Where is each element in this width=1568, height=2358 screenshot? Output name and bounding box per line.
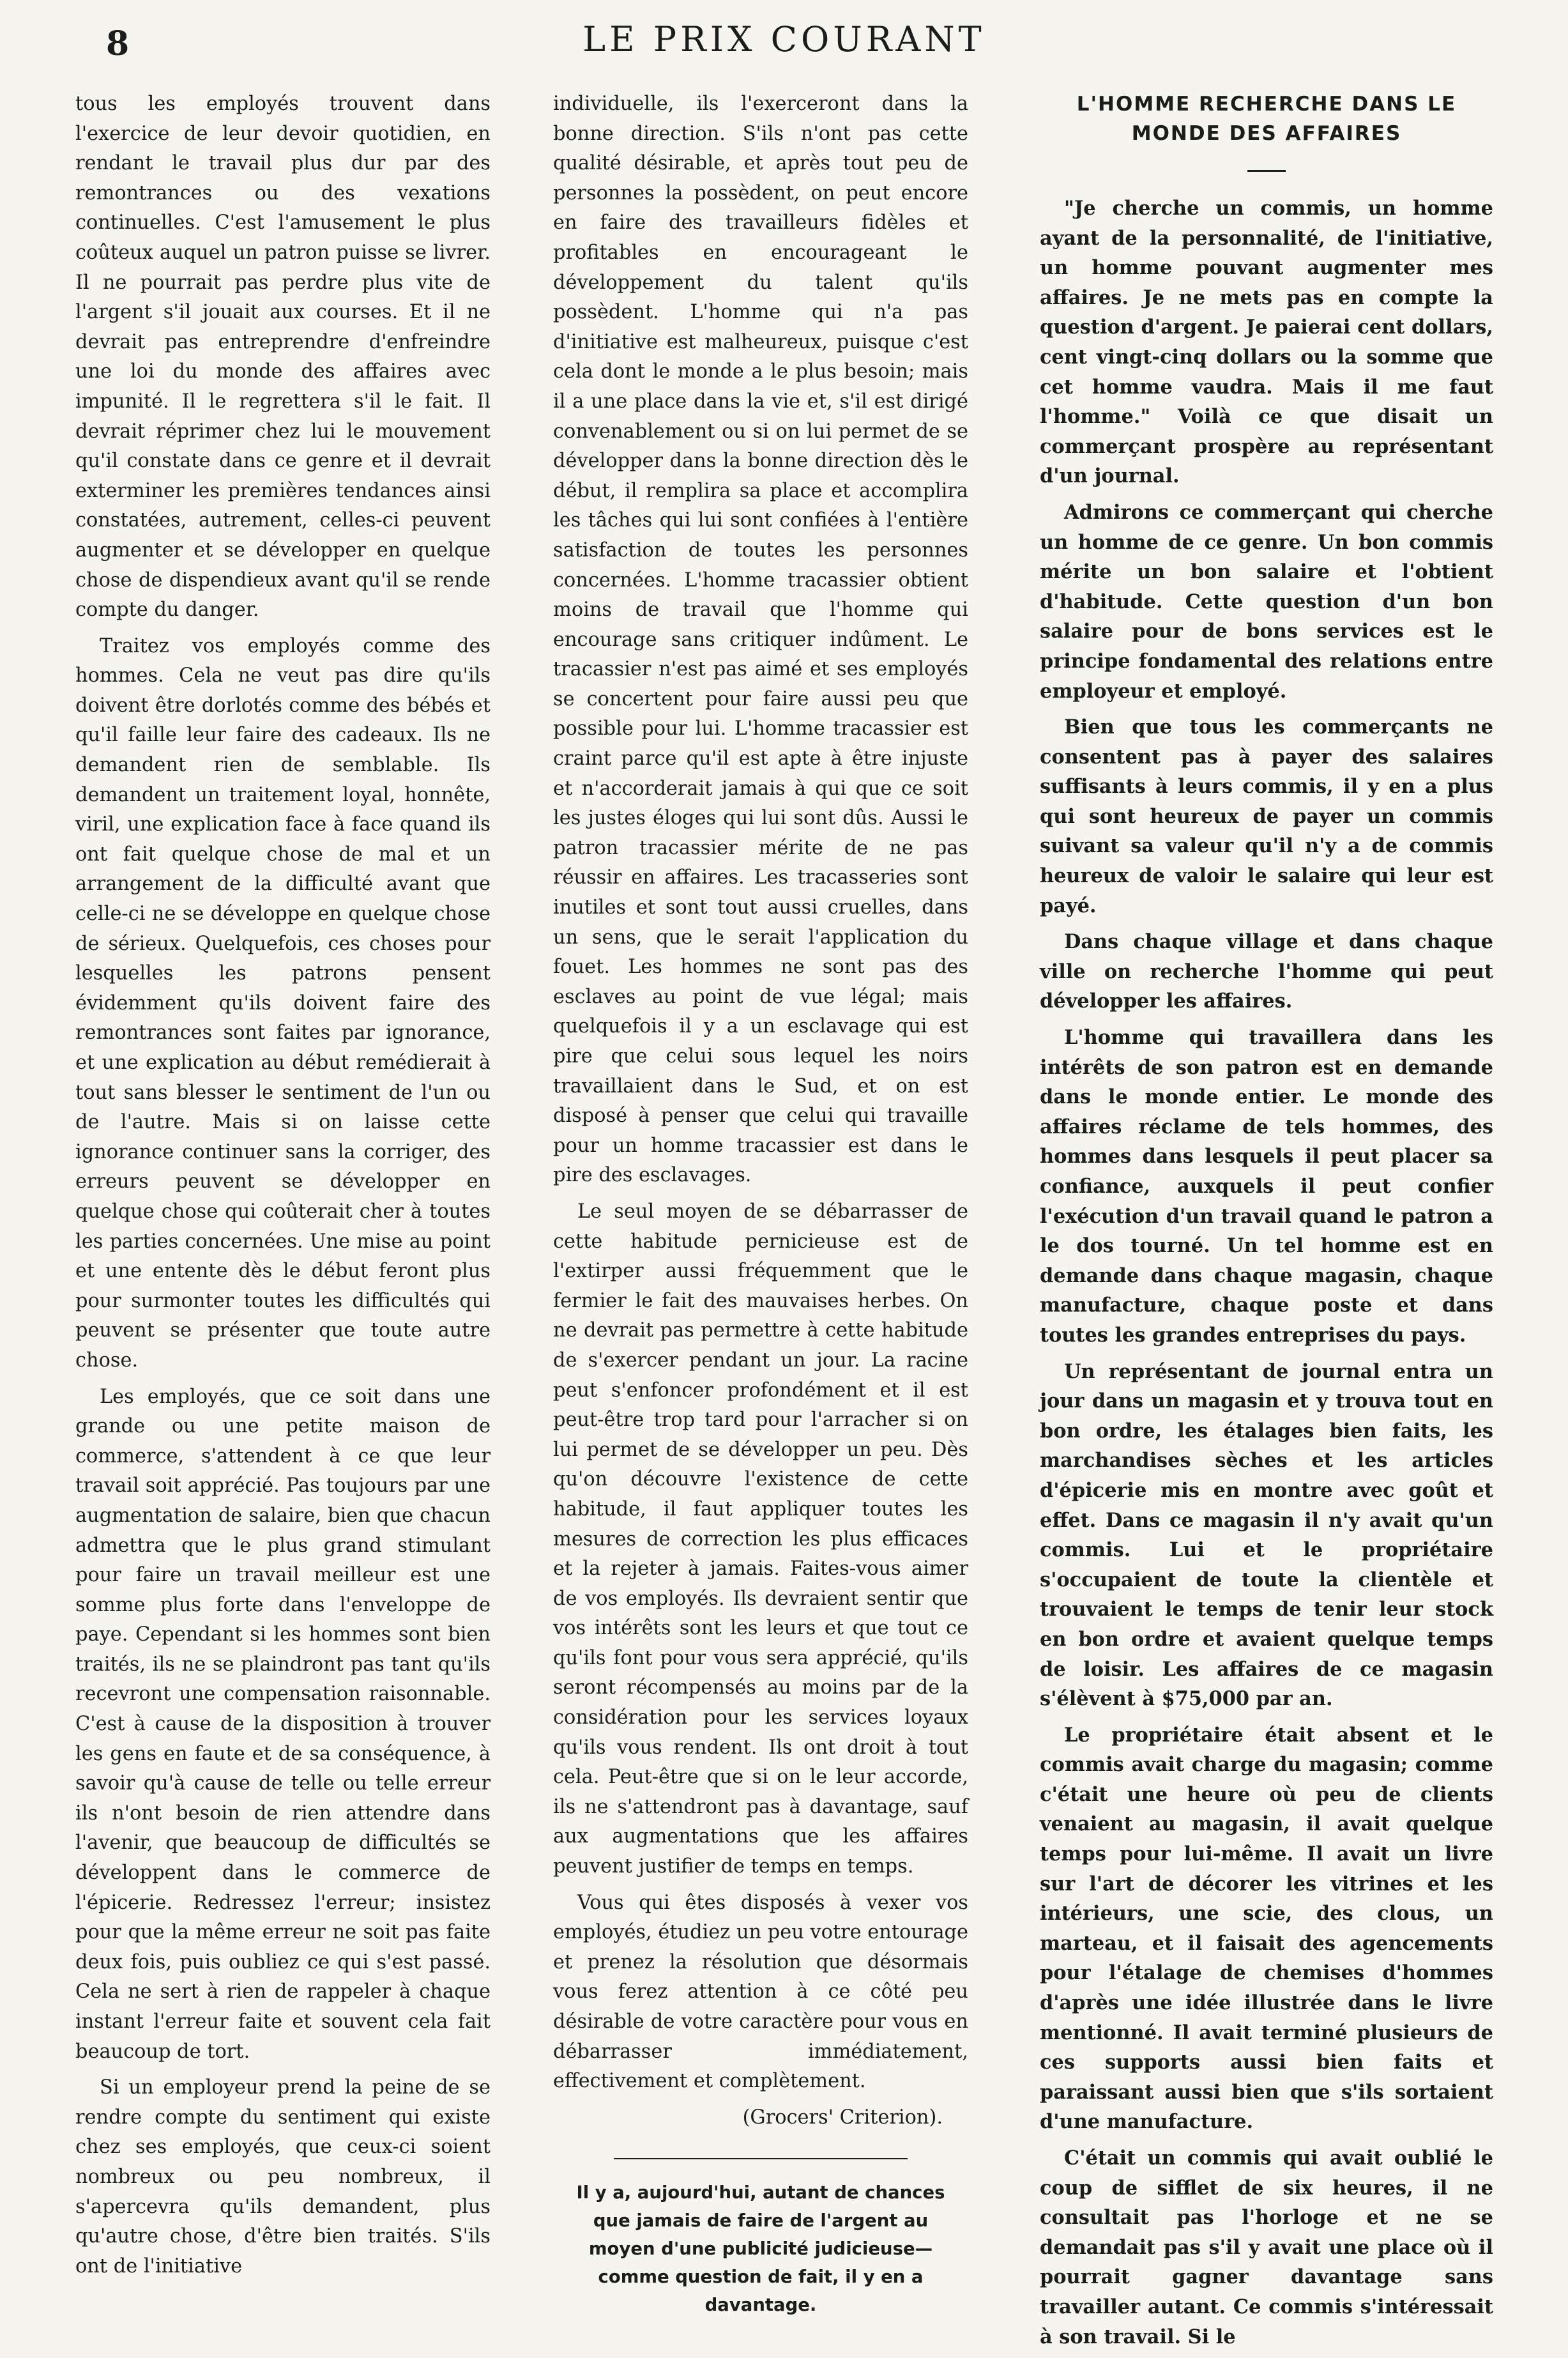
paragraph: Admirons ce commerçant qui cherche un homme de ce genre. Un bon commis mérite un bon salaire et l'obtient d'habitude. Cette question d'un bon salaire pour de bons services est le principe fondamental des relations entre employeur et employé. — [1040, 500, 1493, 703]
divider — [614, 2158, 908, 2159]
boxed-note: Il y a, aujourd'hui, autant de chances que jamais de faire de l'argent au moyen d'une publicité judicieuse—comme question de fait, il y en a davantage. — [576, 2182, 945, 2316]
paragraph: tous les employés trouvent dans l'exercice de leur devoir quotidien, en rendant le travail plus dur par des remontrances ou des vexations continuelles. C'est l'amusement le plus coûteux auquel un patron puisse se livrer. Il ne pourrait pas perdre plus vite de l'argent s'il jouait aux courses. Et il ne devrait pas entreprendre d'enfreindre une loi du monde des affaires avec impunité. Il le regrettera s'il le fait. Il devrait réprimer chez lui le mouvement qu'il constate dans ce genre et il devrait exterminer les premières tendances ainsi constatées, autrement, celles-ci peuvent augmenter et se développer en quelque chose de dispendieux avant qu'il se rende compte du danger. — [75, 93, 491, 622]
paragraph: Un représentant de journal entra un jour dans un magasin et y trouva tout en bon ordre, les étalages bien faits, les marchandises sèches et les articles d'épicerie mis en montre avec goût et effet. Dans ce magasin il n'y avait qu'un commis. Lui et le propriétaire s'occupaient de toute la clientèle et trouvaient le temps de tenir leur stock en bon ordre et avaient quelque temps de loisir. Les affaires de ce magasin s'élèvent à $75,000 par an. — [1040, 1359, 1493, 1711]
running-head: LE PRIX COURANT — [582, 19, 986, 59]
paragraph: L'homme qui travaillera dans les intérêts de son patron est en demande dans le monde entier. Le monde des affaires réclame de tels hommes, des hommes dans lesquels il peut placer sa confiance, auxquels il peut confier l'exécution d'un travail quand le patron a le dos tourné. Un tel homme est en demande dans chaque magasin, chaque manufacture, chaque poste et dans toutes les grandes entreprises du pays. — [1040, 1026, 1493, 1347]
paragraph: Vous qui êtes disposés à vexer vos employés, étudiez un peu votre entourage et prenez la résolution que désormais vous ferez attention à ce côté peu désirable de votre caractère pour vous en débarrasser immédiatement, effectivement et complètement. — [553, 1891, 969, 2093]
column-2 — [553, 89, 968, 2325]
column-3 — [1040, 89, 1493, 2358]
paragraph: individuelle, ils l'exerceront dans la bonne direction. S'ils n'ont pas cette qualité désirable, et après tout peu de personnes la possèdent, on peut encore en faire des travailleurs fidèles et profitables en encourageant le développement du talent qu'ils possèdent. L'homme qui n'a pas d'initiative est malheureux, puisque c'est cela dont le monde a le plus besoin; mais il a une place dans la vie et, s'il est dirigé convenablement ou si on lui permet de se développer dans la bonne direction dès le début, il remplira sa place et accomplira les tâches qui lui sont confiées à l'entière satisfaction de toutes les personnes concernées. L'homme tracassier obtient moins de travail que l'homme qui encourage sans critiquer indûment. Le tracassier n'est pas aimé et ses employés se concertent pour faire aussi peu que possible pour lui. L'homme tracassier est craint parce qu'il est apte à être injuste et n'accorderait jamais à qui que ce soit les justes éloges qui lui sont dûs. Aussi le patron tracassier mérite de ne pas réussir en affaires. Les tracasseries sont inutiles et sont tout aussi cruelles, dans un sens, que le serait l'application du fouet. Les hommes ne sont pas des esclaves au point de vue légal; mais quelquefois il y a un esclavage qui est pire que celui sous lequel les noirs travaillaient dans le Sud, et on est disposé à penser que celui qui travaille pour un homme tracassier est dans le pire des esclavages. — [553, 93, 968, 1187]
title-rule — [1247, 170, 1286, 172]
paragraph: Si un employeur prend la peine de se rendre compte du sentiment qui existe chez ses employés, que ceux-ci soient nombreux ou peu nombreux, il s'apercevra qu'ils demandent, plus qu'autre chose, d'être bien traités. S'ils ont de l'initiative — [75, 2076, 491, 2278]
paragraph: "Je cherche un commis, un homme ayant de la personnalité, de l'initiative, un homme pouvant augmenter mes affaires. Je ne mets pas en compte la question d'argent. Je paierai cent dollars, cent vingt-cinq dollars ou la somme que cet homme vaudra. Mais il me faut l'homme." Voilà ce que disait un commerçant prospère au représentant d'un journal. — [1040, 197, 1493, 488]
paragraph: Dans chaque village et dans chaque ville on recherche l'homme qui peut développer les affaires. — [1040, 930, 1493, 1013]
paragraph: Le seul moyen de se débarrasser de cette habitude pernicieuse est de l'extirper aussi fréquemment que le fermier le fait des mauvaises herbes. On ne devrait pas permettre à cette habitude de s'exercer pendant un jour. La racine peut s'enfoncer profondément et il est peut-être trop tard pour l'arracher si on lui permet de se développer un peu. Dès qu'on découvre l'existence de cette habitude, il faut appliquer toutes les mesures de correction les plus efficaces et la rejeter à jamais. Faites-vous aimer de vos employés. Ils devraient sentir que vos intérêts sont les leurs et que tout ce qu'ils font pour vous sera apprécié, qu'ils seront récompensés au moins par de la considération pour les services loyaux qu'ils vous rendent. Ils ont droit à tout cela. Peut-être que si on le leur accorde, ils ne s'attendront pas à davantage, sauf aux augmentations que les affaires peuvent justifier de temps en temps. — [553, 1200, 968, 1878]
page-number: 8 — [106, 24, 130, 63]
paragraph: Les employés, que ce soit dans une grande ou une petite maison de commerce, s'attendent à ce que leur travail soit apprécié. Pas toujours par une augmentation de salaire, bien que chacun admettra que le plus grand stimulant pour faire un travail meilleur est une somme plus forte dans l'enveloppe de paye. Cependant si les hommes sont bien traités, ils ne se plaindront pas tant qu'ils recevront une compensation raisonnable. C'est à cause de la disposition à trouver les gens en faute et de sa conséquence, à savoir qu'à cause de telle ou telle erreur ils n'ont besoin de rien attendre dans l'avenir, que beaucoup de difficultés se développent dans le commerce de l'épicerie. Redressez l'erreur; insistez pour que la même erreur ne soit pas faite deux fois, puis oubliez ce qui s'est passé. Cela ne sert à rien de rappeler à chaque instant l'erreur faite et souvent cela fait beaucoup de tort. — [75, 1385, 491, 2063]
column-1 — [75, 89, 491, 2288]
source-credit: (Grocers' Criterion). — [742, 2106, 943, 2129]
paragraph: Bien que tous les commerçants ne consentent pas à payer des salaires suffisants à leurs commis, il y en a plus qui sont heureux de payer un commis suivant sa valeur qu'il n'y a de commis heureux de valoir le salaire qui leur est payé. — [1040, 716, 1493, 917]
article-title: L'HOMME RECHERCHE DANS LE MONDE DES AFFAIRES — [1076, 93, 1457, 145]
paragraph: Le propriétaire était absent et le commis avait charge du magasin; comme c'était une heure où peu de clients venaient au magasin, il avait quelque temps pour lui-même. Il avait un livre sur l'art de décorer les vitrines et les intérieurs, une scie, des clous, un marteau, et il faisait des agencements pour l'étalage de chemises d'hommes d'après une idée illustrée dans le livre mentionné. Il avait terminé plusieurs de ces supports aussi bien faits et paraissant aussi bien que s'ils sortaient d'une manufacture. — [1040, 1723, 1493, 2134]
paragraph: C'était un commis qui avait oublié le coup de sifflet de six heures, il ne consultait pas l'horloge et ne se demandait pas s'il y avait une place où il pourrait gagner davantage sans travailler autant. Ce commis s'intéressait à son travail. Si le — [1040, 2147, 1493, 2348]
paragraph: Traitez vos employés comme des hommes. Cela ne veut pas dire qu'ils doivent être dorlotés comme des bébés et qu'il faille leur faire des cadeaux. Ils ne demandent rien de semblable. Ils demandent un traitement loyal, honnête, viril, une explication face à face quand ils ont fait quelque chose de mal et un arrangement de la difficulté avant que celle-ci ne se développe en quelque chose de sérieux. Quelquefois, ces choses pour lesquelles les patrons pensent évidemment qu'ils doivent faire des remontrances sont faites par ignorance, et une explication au début remédierait à tout sans blesser le sentiment de l'un ou de l'autre. Mais si on laisse cette ignorance continuer sans la corriger, des erreurs peuvent se développer en quelque chose qui coûterait cher à toutes les parties concernées. Une mise au point et une entente dès le début feront plus pour surmonter toutes les difficultés qui peuvent se présenter que toute autre chose. — [75, 634, 491, 1372]
